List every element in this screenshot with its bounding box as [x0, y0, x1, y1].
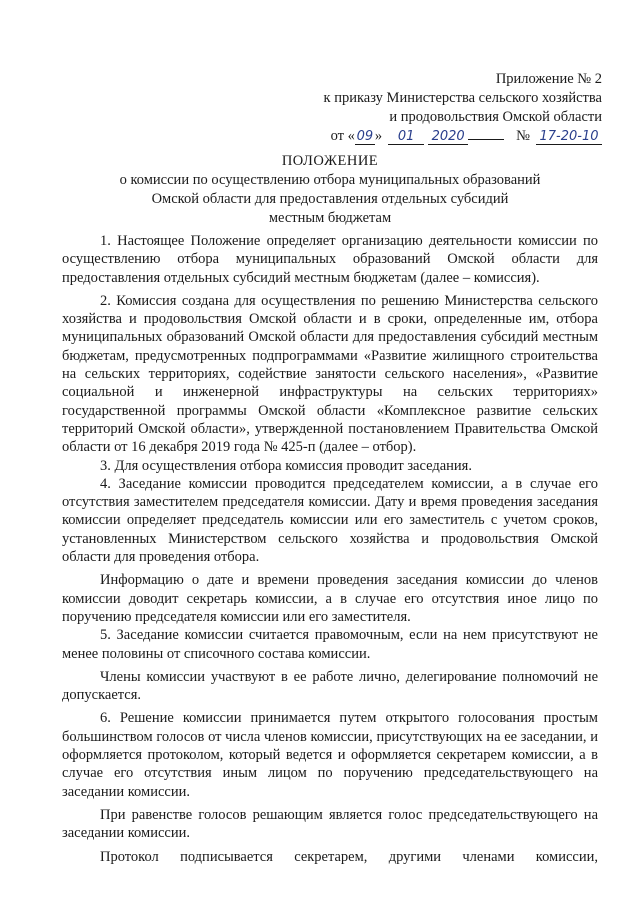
order-line-1: к приказу Министерства сельского хозяйства [323, 90, 602, 106]
document-body [62, 232, 598, 866]
date-month-handwritten: 01 [388, 130, 424, 145]
date-separator: » [374, 128, 383, 144]
paragraph-6: 5. Заседание комиссии считается правомочным, если на нем присутствуют не менее половины от списочного состава комиссии. [62, 627, 598, 662]
paragraph-7: Члены комиссии участвуют в ее работе лично, делегирование полномочий не допускается. [62, 668, 598, 704]
order-line-2: и продовольствия Омской области [389, 109, 602, 125]
date-day-handwritten: 09 [356, 129, 374, 144]
paragraph-3: 3. Для осуществления отбора комиссия проводит заседания. [100, 457, 472, 474]
document-subtitle-2: Омской области для предоставления отдельных субсидий [151, 191, 509, 207]
date-year-handwritten: 2020 [428, 130, 468, 145]
document-title-block [60, 152, 600, 228]
document-subtitle-1: о комиссии по осуществлению отбора муниципальных образований [119, 172, 541, 188]
date-underline [468, 139, 504, 140]
appendix-label: Приложение № 2 [495, 71, 602, 87]
order-date-line [262, 127, 602, 146]
paragraph-4: 4. Заседание комиссии проводится председателем комиссии, а в случае его отсутствия заместителем председателя комиссии. Дату и время проведения заседания комиссии определяет председатель комиссии или его заместитель с учетом сроков, установленных Министерством сельского хозяйства и продовольствия Омской области для проведения отбора. [62, 475, 598, 566]
paragraph-10: Протокол подписывается секретарем, другими членами комиссии, [100, 848, 598, 865]
number-sign: № [516, 128, 530, 144]
paragraph-5: Информацию о дате и времени проведения заседания комиссии до членов комиссии доводит секретарь комиссии, а в случае его отсутствия иное лицо по поручению председателя комиссии или его заместителя. [62, 572, 598, 625]
paragraph-9: При равенстве голосов решающим является голос председательствующего на заседании комиссии. [62, 806, 598, 842]
document-title: ПОЛОЖЕНИЕ [281, 153, 379, 169]
paragraph-2: 2. Комиссия создана для осуществления по решению Министерства сельского хозяйства и продовольствия Омской области и в сроки, определенные им, отбора муниципальных образований Омской области для предоставления субсидий местным бюджетам, предусмотренных подпрограммами «Развитие жилищного строительства на сельских территориях, содействие занятости сельского населения», «Развитие социальной и инженерной инфраструктуры на сельских территориях» государственной программы Омской области «Комплексное развитие сельских территорий Омской области», утвержденной постановлением Правительства Омской области от 16 декабря 2019 года № 425-п (далее – отбор). [62, 292, 598, 456]
date-prefix: от « [330, 128, 355, 144]
order-number-handwritten: 17-20-10 [536, 130, 602, 145]
paragraph-1: 1. Настоящее Положение определяет организацию деятельности комиссии по осуществлению отбора муниципальных образований Омской области для предоставления отдельных субсидий местным бюджетам (далее – комиссия). [62, 233, 598, 286]
appendix-header [262, 70, 602, 146]
document-subtitle-3: местным бюджетам [268, 210, 392, 226]
paragraph-8: 6. Решение комиссии принимается путем открытого голосования простым большинством голосов от числа членов комиссии, присутствующих на ее заседании, и оформляется протоколом, который ведется и оформляется секретарем комиссии, а в случае его отсутствия иным лицом по поручению председательствующего на заседании комиссии. [62, 710, 598, 800]
